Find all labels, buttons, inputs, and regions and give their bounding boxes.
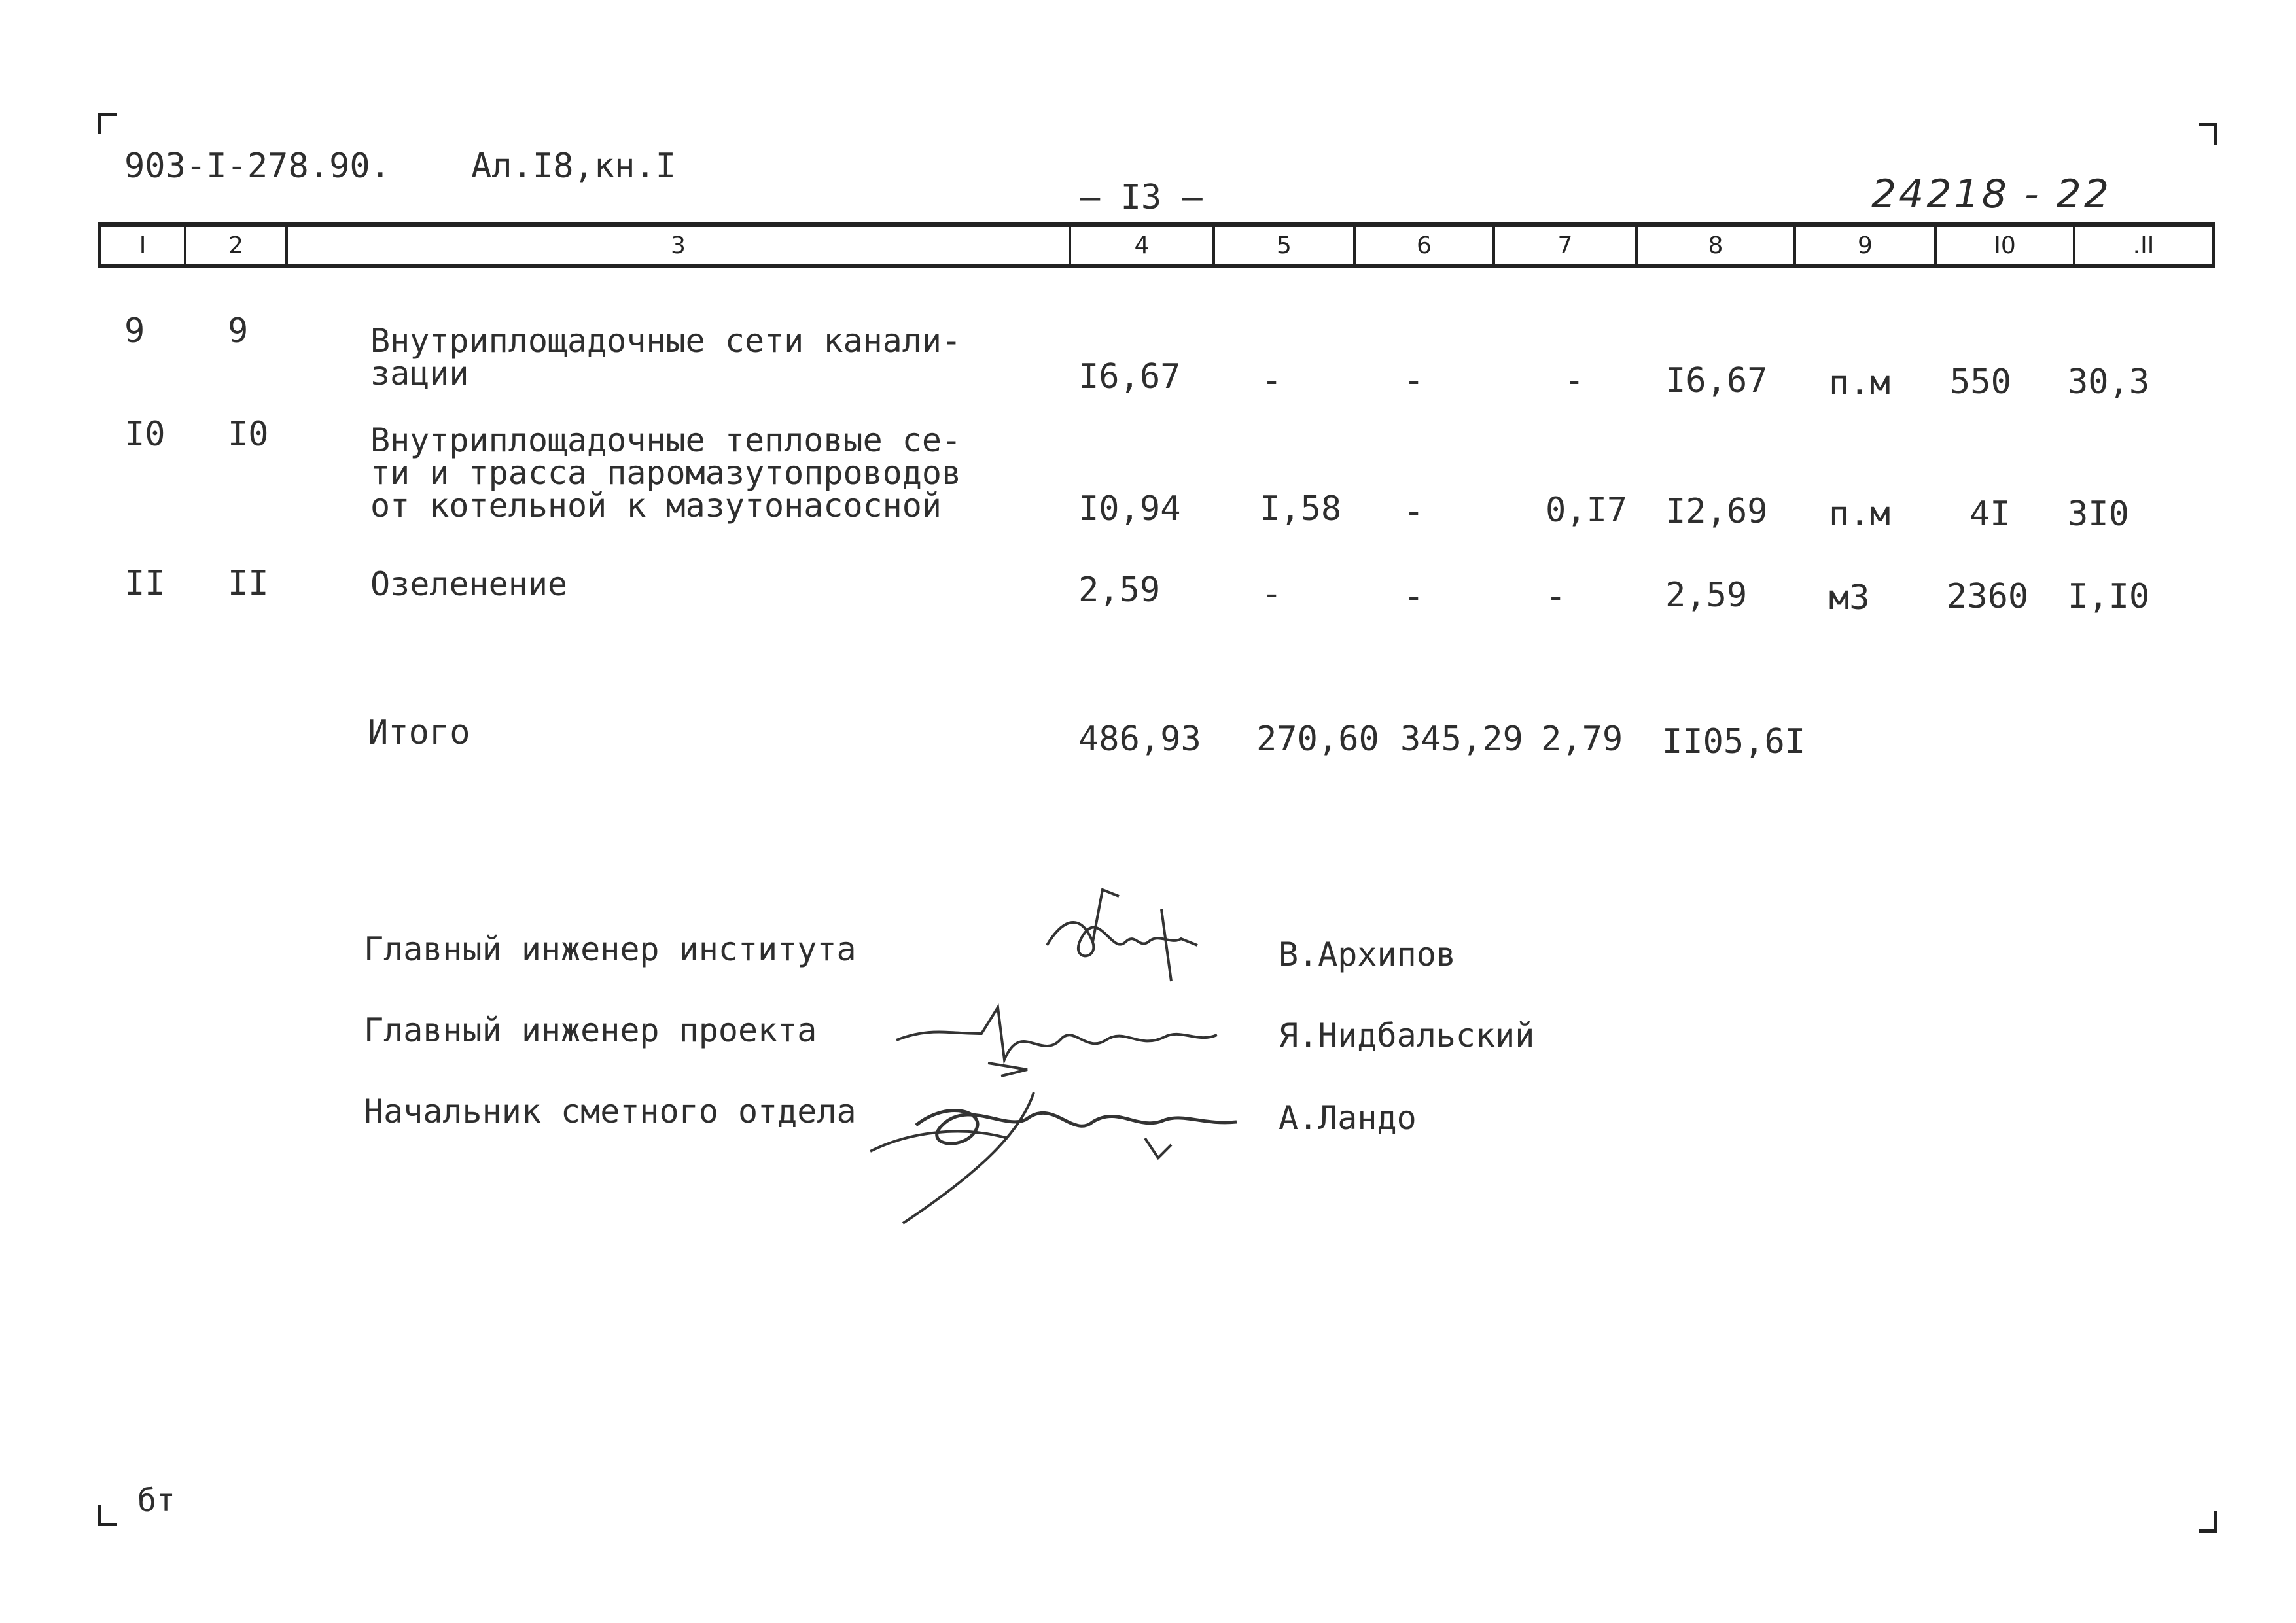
work-description: Внутриплощадочные сети канали- зации [370, 322, 962, 393]
quantity: 550 [1950, 362, 2011, 402]
corner-mark-top-right [2199, 123, 2217, 145]
page-number: — I3 — [1080, 178, 1203, 217]
signatory-name: А.Ландо [1279, 1099, 1417, 1137]
signatory-name: В.Архипов [1279, 935, 1456, 973]
album-reference: Ал.I8,кн.I [471, 147, 677, 186]
cost-col4: I0,94 [1078, 489, 1181, 529]
row-number: 9 [124, 311, 145, 351]
corner-mark-bottom-right [2199, 1511, 2217, 1533]
position-number: I0 [228, 415, 269, 454]
cost-col5: - [1262, 574, 1282, 614]
cost-col6: - [1404, 361, 1424, 400]
signatory-name: Я.Нидбальский [1279, 1017, 1535, 1055]
row-number: II [124, 564, 166, 603]
cost-col5: I,58 [1260, 489, 1342, 529]
unit: м3 [1829, 578, 1870, 618]
signature-scribble-3 [857, 1073, 1250, 1243]
unit-cost: I,I0 [2068, 577, 2150, 616]
column-number: I0 [1937, 227, 2075, 264]
column-number: 5 [1215, 227, 1356, 264]
total-col6: 345,29 [1400, 720, 1523, 759]
work-description: Внутриплощадочные тепловые се- ти и трасса паромазутопроводов от котельной к мазутонасосной [370, 421, 962, 525]
signatory-title: Главный инженер института [364, 930, 857, 968]
work-description: Озеленение [370, 565, 568, 603]
total-col7: 2,79 [1541, 720, 1623, 759]
column-number: I [101, 227, 186, 264]
unit: п.м [1829, 495, 1890, 534]
total-col8: II05,6I [1662, 722, 1806, 761]
cost-col7: 0,I7 [1545, 491, 1628, 530]
quantity: 4I [1969, 495, 2011, 534]
position-number: 9 [228, 311, 249, 351]
total-label: Итого [368, 713, 470, 752]
cost-col8: I2,69 [1665, 492, 1768, 531]
cost-col4: I6,67 [1078, 357, 1181, 396]
total-col5: 270,60 [1256, 720, 1379, 759]
document-code: 903-I-278.90. [124, 147, 391, 186]
column-number: 9 [1796, 227, 1937, 264]
column-number: 8 [1638, 227, 1796, 264]
cost-col5: - [1262, 361, 1282, 400]
signature-scribble-2 [890, 988, 1230, 1079]
quantity: 2360 [1947, 577, 2029, 616]
cost-col7: - [1564, 361, 1585, 400]
column-number: 3 [288, 227, 1071, 264]
column-number: 7 [1495, 227, 1638, 264]
cost-col7: - [1545, 577, 1566, 616]
cost-col6: - [1404, 492, 1424, 531]
unit-cost: 30,3 [2068, 362, 2150, 402]
unit: п.м [1829, 364, 1890, 403]
column-number: 4 [1071, 227, 1215, 264]
column-number: 6 [1356, 227, 1495, 264]
column-number: 2 [186, 227, 288, 264]
footer-mark: бт [137, 1482, 175, 1519]
unit-cost: 3I0 [2068, 495, 2129, 534]
signatory-title: Главный инженер проекта [364, 1011, 817, 1049]
cost-col6: - [1404, 577, 1424, 616]
corner-mark-top-left [98, 113, 117, 134]
column-number-header [98, 222, 2215, 268]
cost-col8: I6,67 [1665, 361, 1768, 400]
total-col4: 486,93 [1078, 720, 1201, 759]
inventory-number: 24218 - 22 [1871, 171, 2112, 217]
cost-col4: 2,59 [1078, 570, 1161, 610]
corner-mark-bottom-left [98, 1505, 117, 1526]
position-number: II [228, 564, 269, 603]
signatory-title: Начальник сметного отдела [364, 1092, 857, 1130]
column-number: .II [2132, 232, 2155, 259]
cost-col8: 2,59 [1665, 576, 1748, 615]
row-number: I0 [124, 415, 166, 454]
